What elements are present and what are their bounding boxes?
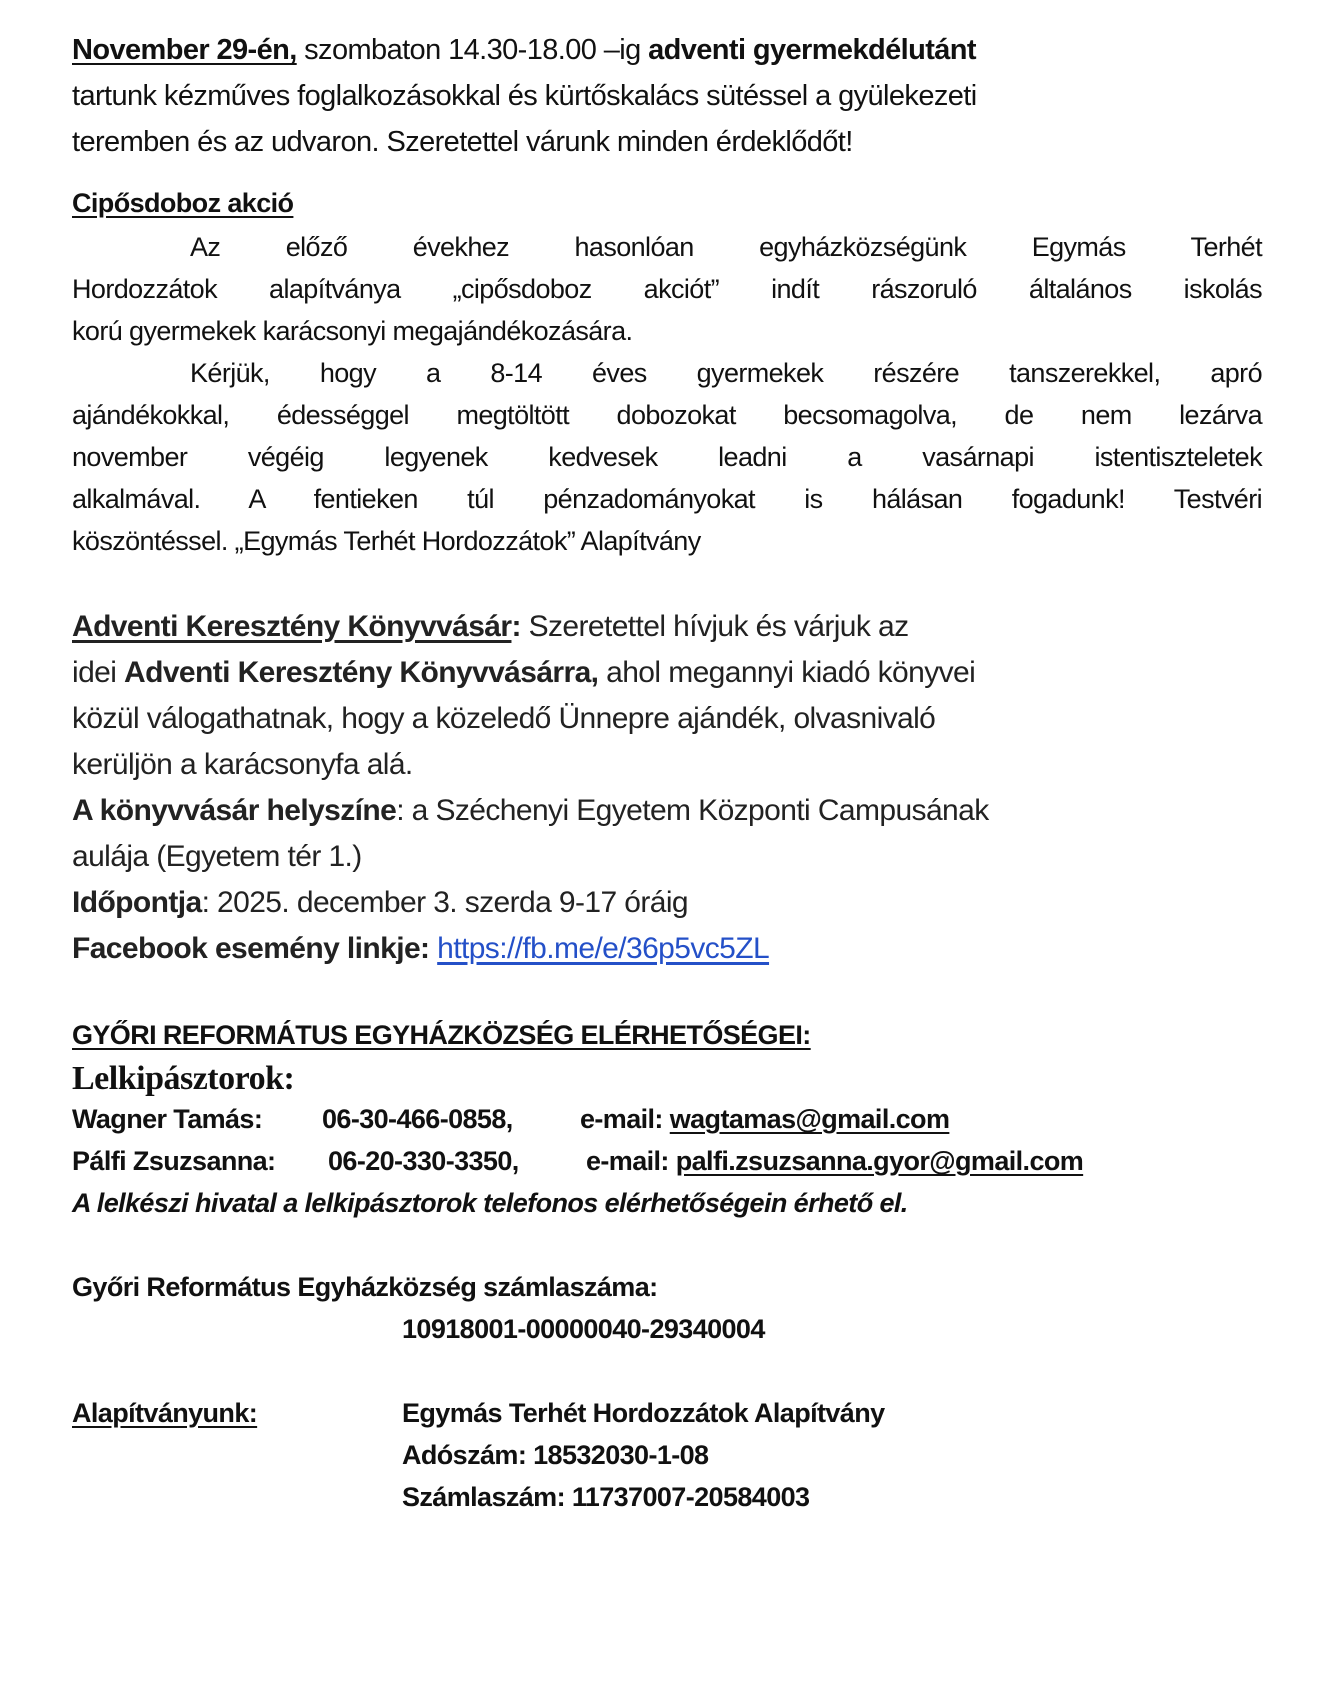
book-fair-facebook bbox=[72, 932, 769, 966]
shoebox-line: ajándékokkal, édességgel megtöltött dobozokat becsomagolva, de nem lezárva bbox=[72, 400, 1262, 430]
foundation-name: Egymás Terhét Hordozzátok Alapítvány bbox=[402, 1398, 885, 1428]
shoebox-line: Hordozzátok alapítványa „cipősdoboz akciót” indít rászoruló általános iskolás bbox=[72, 274, 1262, 304]
facebook-event-link[interactable]: https://fb.me/e/36p5vc5ZL bbox=[437, 932, 770, 965]
book-fair-line2-prefix: idei bbox=[72, 656, 125, 689]
foundation-account: Számlaszám: 11737007-20584003 bbox=[402, 1482, 810, 1512]
pastor-email-label: e-mail: bbox=[586, 1146, 676, 1176]
book-fair-time bbox=[72, 886, 688, 920]
book-fair-line-2 bbox=[72, 656, 975, 690]
book-fair-line-4: kerüljön a karácsonyfa alá. bbox=[72, 748, 413, 781]
book-fair-location bbox=[72, 794, 989, 828]
book-fair-location-line-2: aulája (Egyetem tér 1.) bbox=[72, 840, 362, 873]
pastors-label: Lelkipásztorok: bbox=[72, 1060, 295, 1097]
foundation-label: Alapítványunk: bbox=[72, 1398, 258, 1428]
advent-event-name: adventi gyermekdélutánt bbox=[648, 34, 976, 66]
shoebox-line: november végéig legyenek kedvesek leadni a vasárnapi istentiszteletek bbox=[72, 442, 1262, 472]
advent-afternoon-line-2: tartunk kézműves foglalkozásokkal és kürtőskalács sütéssel a gyülekezeti bbox=[72, 80, 977, 112]
pastor-email-label: e-mail: bbox=[580, 1104, 670, 1134]
pastor-row bbox=[72, 1146, 1083, 1177]
account-label: Győri Református Egyházközség számlaszáma: bbox=[72, 1272, 658, 1302]
book-fair-location-value: : a Széchenyi Egyetem Központi Campusának bbox=[396, 794, 989, 827]
account-number: 10918001-00000040-29340004 bbox=[402, 1314, 765, 1344]
pastor-name: Wagner Tamás: bbox=[72, 1104, 263, 1134]
shoebox-line: korú gyermekek karácsonyi megajándékozására. bbox=[72, 316, 633, 346]
shoebox-line: Kérjük, hogy a 8-14 éves gyermekek részére tanszerekkel, apró bbox=[190, 358, 1262, 388]
advent-afternoon-line-1 bbox=[72, 34, 976, 67]
pastor-email[interactable]: wagtamas@gmail.com bbox=[669, 1104, 950, 1134]
pastor-email[interactable]: palfi.zsuzsanna.gyor@gmail.com bbox=[675, 1146, 1084, 1176]
book-fair-time-label: Időpontja bbox=[72, 886, 202, 919]
book-fair-name: Adventi Keresztény Könyvvásárra, bbox=[124, 656, 599, 689]
book-fair-time-value: : 2025. december 3. szerda 9-17 óráig bbox=[201, 886, 689, 919]
pastor-phone: 06-20-330-3350, bbox=[328, 1146, 519, 1176]
advent-afternoon-line-3: teremben és az udvaron. Szeretettel várunk minden érdeklődőt! bbox=[72, 126, 853, 158]
book-fair-heading-colon: : bbox=[511, 610, 521, 643]
shoebox-line: köszöntéssel. „Egymás Terhét Hordozzátok” Alapítvány bbox=[72, 526, 701, 556]
shoebox-heading: Cipősdoboz akció bbox=[72, 188, 294, 218]
shoebox-line: alkalmával. A fentieken túl pénzadományokat is hálásan fogadunk! Testvéri bbox=[72, 484, 1262, 514]
book-fair-line2-rest: ahol megannyi kiadó könyvei bbox=[598, 656, 976, 689]
book-fair-line-3: közül válogathatnak, hogy a közeledő Ünnepre ajándék, olvasnivaló bbox=[72, 702, 936, 735]
book-fair-line-1 bbox=[72, 610, 909, 644]
shoebox-line: Az előző évekhez hasonlóan egyházközségünk Egymás Terhét bbox=[190, 232, 1262, 262]
office-note: A lelkészi hivatal a lelkipásztorok telefonos elérhetőségein érhető el. bbox=[72, 1188, 908, 1218]
foundation-tax-id: Adószám: 18532030-1-08 bbox=[402, 1440, 709, 1470]
advent-time: szombaton 14.30-18.00 –ig bbox=[296, 34, 649, 66]
book-fair-intro: Szeretettel hívjuk és várjuk az bbox=[520, 610, 909, 643]
pastor-name: Pálfi Zsuzsanna: bbox=[72, 1146, 276, 1176]
advent-date: November 29-én, bbox=[72, 34, 297, 66]
contacts-heading: GYŐRI REFORMÁTUS EGYHÁZKÖZSÉG ELÉRHETŐSÉGEI: bbox=[72, 1020, 811, 1050]
facebook-link-label: Facebook esemény linkje: bbox=[72, 932, 438, 965]
pastor-row bbox=[72, 1104, 949, 1135]
book-fair-heading: Adventi Keresztény Könyvvásár bbox=[72, 610, 512, 643]
book-fair-location-label: A könyvvásár helyszíne bbox=[72, 794, 397, 827]
pastor-phone: 06-30-466-0858, bbox=[322, 1104, 513, 1134]
